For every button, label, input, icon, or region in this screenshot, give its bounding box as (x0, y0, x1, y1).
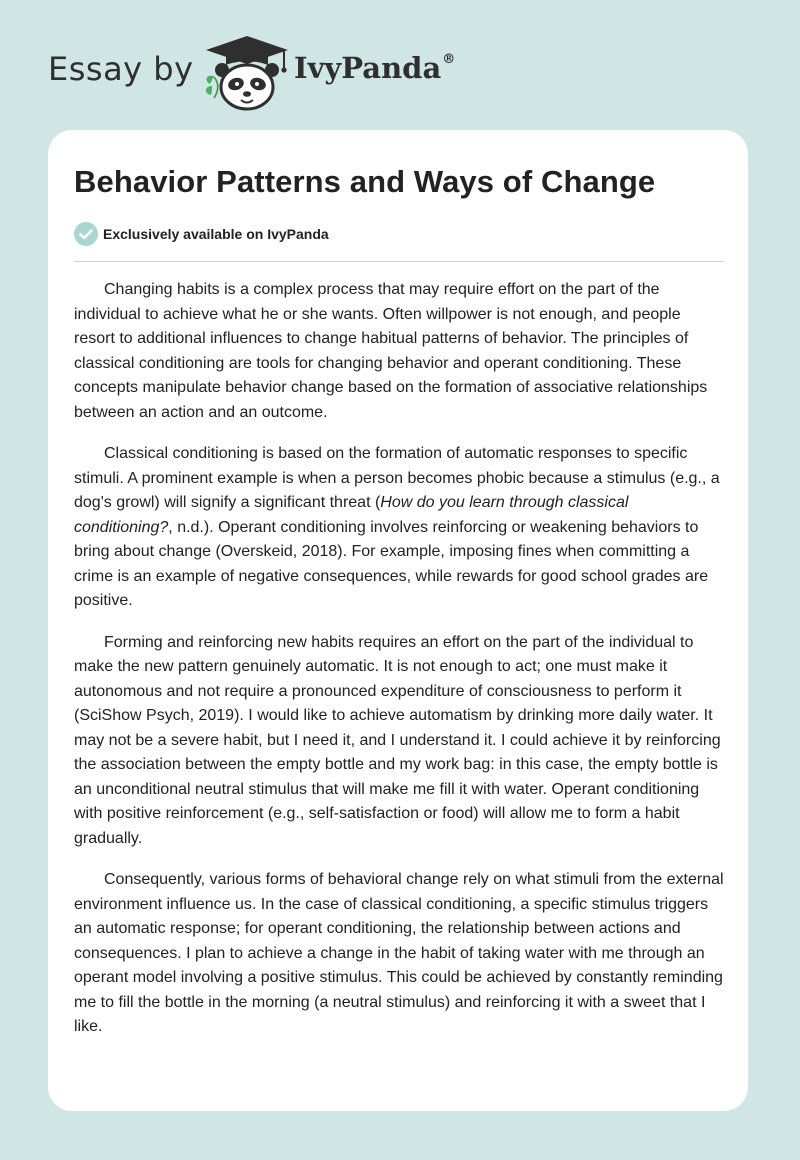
paragraph-text: Classical conditioning is based on the formation of automatic responses to specific stimuli. A prominent example is when a person becomes phobic because a stimulus (e.g., a dog's growl) will signify a significant threat ( (74, 445, 720, 511)
exclusive-badge (74, 222, 329, 246)
divider (74, 261, 724, 262)
essay-by-label: Essay by (48, 50, 194, 88)
page-title: Behavior Patterns and Ways of Change (74, 164, 656, 199)
ivypanda-logo[interactable] (200, 34, 295, 112)
check-circle-icon (74, 222, 98, 246)
exclusive-badge-label: Exclusively available on IvyPanda (103, 226, 329, 242)
paragraph: Consequently, various forms of behavioral change rely on what stimuli from the external environment influence us. In the case of classical conditioning, a specific stimulus triggers an automatic response; for operant conditioning, the relationship between actions and consequences. I plan to achieve a change in the habit of taking water with me through an operant model involving a positive stimulus. This could be achieved by constantly reminding me to fill the bottle in the morning (a neutral stimulus) and reinforcing it with a sweet that I like. (74, 871, 724, 1035)
essay-card (48, 130, 748, 1111)
brand-name[interactable] (294, 51, 455, 85)
paragraph: Forming and reinforcing new habits requires an effort on the part of the individual to make the new pattern genuinely automatic. It is not enough to act; one must make it autonomous and not require a pronounced expenditure of consciousness to perform it (SciShow Psych, 2019). I would like to achieve automatism by drinking more daily water. It may not be a severe habit, but I need it, and I understand it. I could achieve it by reinforcing the association between the empty bottle and my work bag: in this case, the empty bottle is an unconditional neutral stimulus that will make me fill it with water. Operant conditioning with positive reinforcement (e.g., self-satisfaction or food) will allow me to form a habit gradually. (74, 633, 721, 847)
brand-text: IvyPanda (294, 51, 442, 85)
registered-mark: ® (442, 52, 456, 68)
paragraph-text: , n.d.). Operant conditioning involves reinforcing or weakening behaviors to bring about change (Overskeid, 2018). For example, imposing fines when committing a crime is an example of negative consequences, while rewards for good school grades are positive. (74, 518, 709, 609)
site-header (0, 0, 800, 130)
leaf-icon (206, 76, 218, 98)
paragraph (74, 442, 725, 614)
essay-body (74, 278, 725, 1057)
paragraph: Changing habits is a complex process that may require effort on the part of the individual to achieve what he or she wants. Often willpower is not enough, and people resort to additional influences to change habitual patterns of behavior. The principles of classical conditioning are tools for changing behavior and operant conditioning. These concepts manipulate behavior change based on the formation of associative relationships between an action and an outcome. (74, 281, 708, 421)
panda-graduation-cap-icon (200, 34, 295, 112)
citation-title: How do you learn through classical conditioning? (74, 494, 629, 536)
